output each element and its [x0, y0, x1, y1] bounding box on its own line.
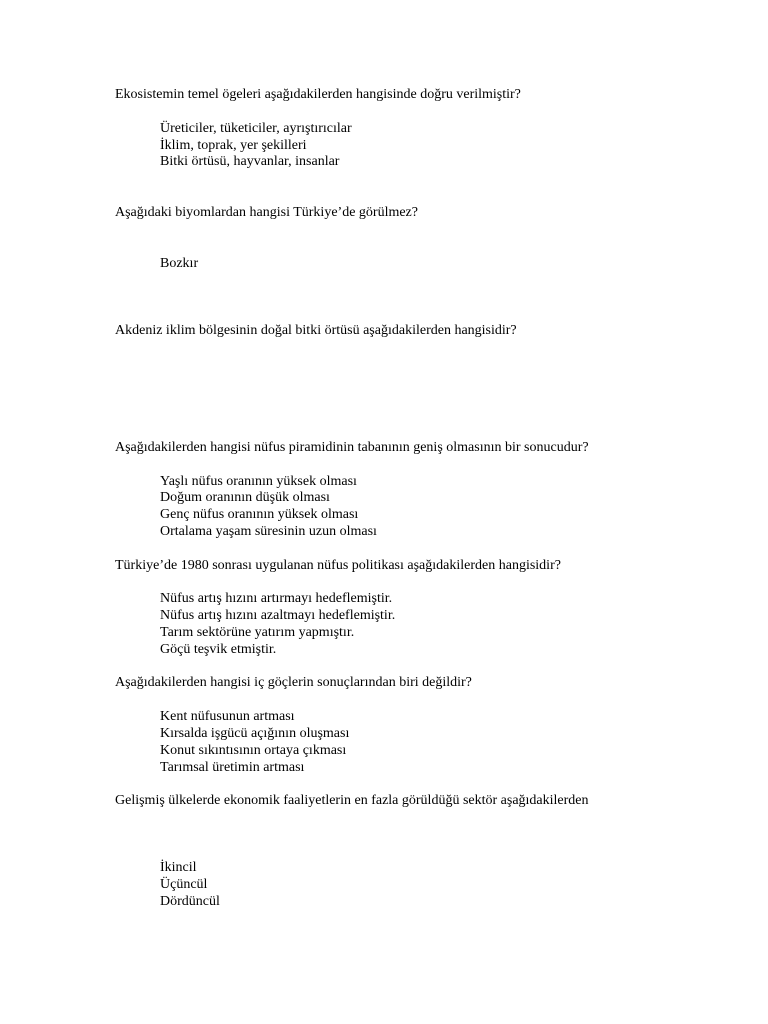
- question-4-option-2: Doğum oranının düşük olması: [160, 490, 330, 505]
- question-6-option-4: Tarımsal üretimin artması: [160, 760, 305, 775]
- question-6-option-2: Kırsalda işgücü açığının oluşması: [160, 726, 350, 741]
- question-4-option-1: Yaşlı nüfus oranının yüksek olması: [160, 474, 357, 489]
- question-1-option-2: İklim, toprak, yer şekilleri: [160, 138, 307, 153]
- question-4-option-3: Genç nüfus oranının yüksek olması: [160, 507, 359, 522]
- question-2-option-1: Bozkır: [160, 256, 199, 271]
- question-5-option-3: Tarım sektörüne yatırım yapmıştır.: [160, 625, 355, 640]
- question-7-option-3: Dördüncül: [160, 894, 220, 909]
- question-7-text: Gelişmiş ülkelerde ekonomik faaliyetlerin en fazla görüldüğü sektör aşağıdakilerden: [115, 793, 589, 808]
- question-5-option-2: Nüfus artış hızını azaltmayı hedeflemiştir.: [160, 608, 396, 623]
- question-6-option-1: Kent nüfusunun artması: [160, 709, 295, 724]
- question-4-text: Aşağıdakilerden hangisi nüfus piramidinin tabanının geniş olmasının bir sonucudur?: [115, 440, 589, 455]
- question-5-option-4: Göçü teşvik etmiştir.: [160, 642, 277, 657]
- question-1-option-3: Bitki örtüsü, hayvanlar, insanlar: [160, 154, 340, 169]
- question-7-option-2: Üçüncül: [160, 877, 208, 892]
- question-5-text: Türkiye’de 1980 sonrası uygulanan nüfus politikası aşağıdakilerden hangisidir?: [115, 558, 561, 573]
- question-1-text: Ekosistemin temel ögeleri aşağıdakilerden hangisinde doğru verilmiştir?: [115, 87, 521, 102]
- question-6-option-3: Konut sıkıntısının ortaya çıkması: [160, 743, 347, 758]
- question-4-option-4: Ortalama yaşam süresinin uzun olması: [160, 524, 377, 539]
- question-5-option-1: Nüfus artış hızını artırmayı hedeflemiştir.: [160, 591, 393, 606]
- question-1-option-1: Üreticiler, tüketiciler, ayrıştırıcılar: [160, 121, 352, 136]
- question-7-option-1: İkincil: [160, 860, 197, 875]
- question-6-text: Aşağıdakilerden hangisi iç göçlerin sonuçlarından biri değildir?: [115, 675, 472, 690]
- question-3-text: Akdeniz iklim bölgesinin doğal bitki örtüsü aşağıdakilerden hangisidir?: [115, 323, 517, 338]
- question-2-text: Aşağıdaki biyomlardan hangisi Türkiye’de görülmez?: [115, 205, 418, 220]
